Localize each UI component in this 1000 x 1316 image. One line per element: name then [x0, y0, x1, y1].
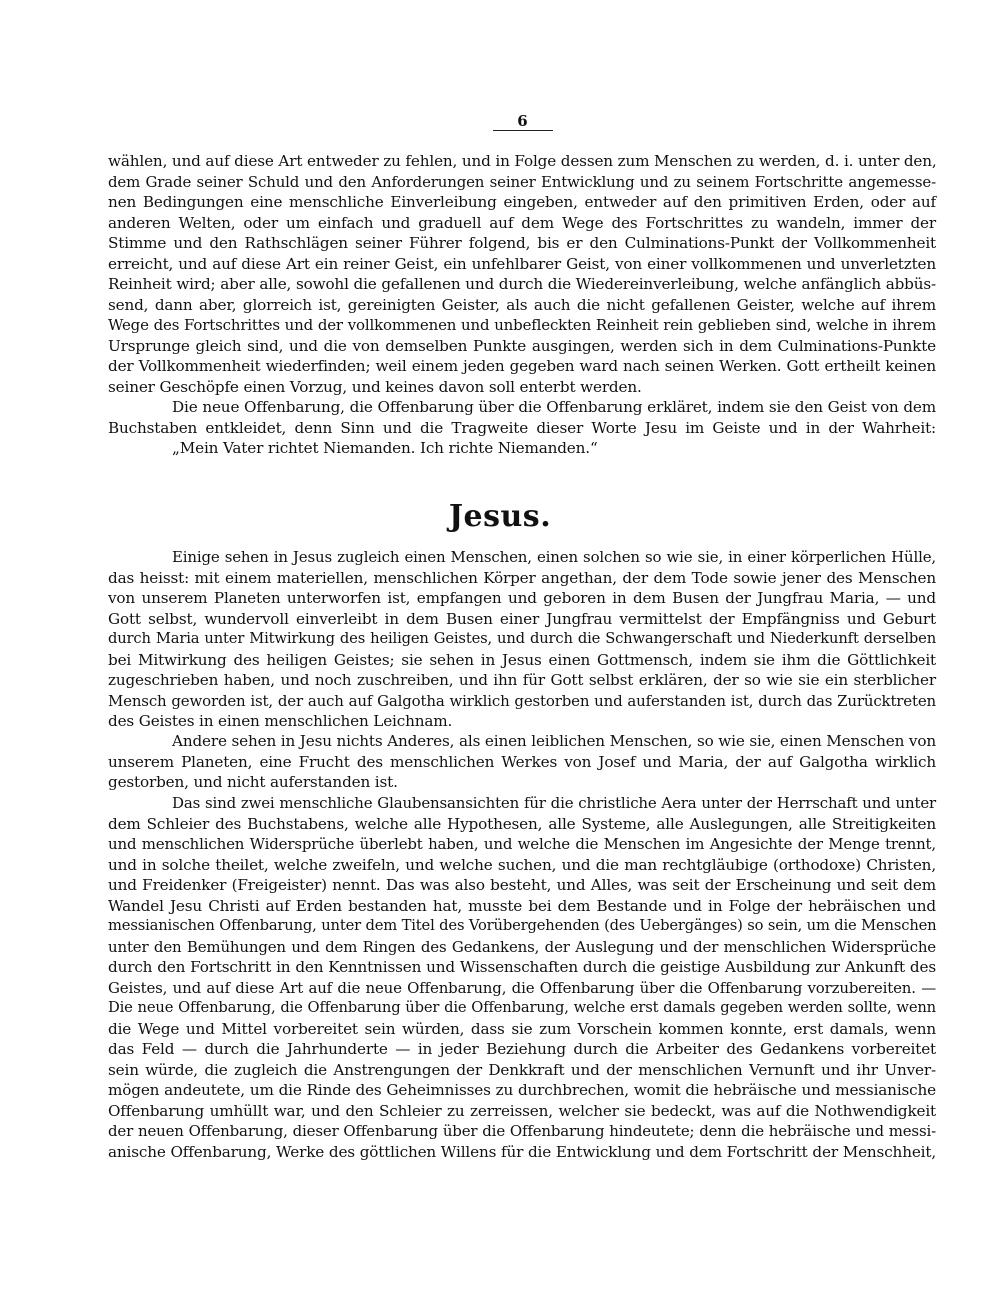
text-line: und Freidenker (Freigeister) nennt. Das was also besteht, und Alles, was seit der Erscheinung und seit dem: [108, 876, 936, 894]
text-line: Andere sehen in Jesu nichts Anderes, als einen leiblichen Menschen, so wie sie, einen Menschen von: [172, 732, 936, 750]
text-line: gestorben, und nicht auferstanden ist.: [108, 773, 398, 791]
section-heading: Jesus.: [448, 499, 552, 534]
text-line: bei Mitwirkung des heiligen Geistes; sie sehen in Jesus einen Gottmensch, indem sie ihm die Göttlichkeit: [108, 650, 936, 669]
text-line: Mensch geworden ist, der auch auf Galgotha wirklich gestorben und auferstanden ist, durch das Zurücktreten: [108, 691, 936, 710]
text-line: Das sind zwei menschliche Glaubensansichten für die christliche Aera unter der Herrschaft und unter: [172, 794, 936, 812]
paragraph-5: [108, 793, 936, 1162]
text-line: und menschlichen Widersprüche überlebt haben, und welche die Menschen im Angesichte der Menge trennt,: [108, 835, 936, 853]
text-line: sein würde, die zugleich die Anstrengungen der Denkkraft und der menschlichen Vernunft und ihr Unver-: [108, 1060, 936, 1079]
text-line: seiner Geschöpfe einen Vorzug, und keines davon soll enterbt werden.: [108, 377, 642, 396]
text-line: nen Bedingungen eine menschliche Einverleibung eingeben, entweder auf den primitiven Erden, oder auf: [108, 193, 936, 211]
text-line: Ursprunge gleich sind, und die von demselben Punkte ausgingen, werden sich in dem Culminations-Punkte: [108, 336, 936, 355]
text-line: Stimme und den Rathschlägen seiner Führer folgend, bis er den Culminations-Punkt der Vollkommenheit: [108, 234, 936, 252]
text-line: erreicht, und auf diese Art ein reiner Geist, ein unfehlbarer Geist, von einer vollkommenen und unverletzten: [108, 254, 936, 273]
text-line: messianischen Offenbarung, unter dem Titel des Vorübergehenden (des Uebergänges) so sein, um die Menschen: [108, 917, 937, 934]
text-line: Gott selbst, wundervoll einverleibt in dem Busen einer Jungfrau vermittelst der Empfängniss und Geburt: [108, 609, 936, 628]
text-line: Buchstaben entkleidet, denn Sinn und die Tragweite dieser Worte Jesu im Geiste und in der Wahrheit:: [108, 418, 936, 437]
text-line: das Feld — durch die Jahrhunderte — in jeder Beziehung durch die Arbeiter des Gedankens vorbereitet: [108, 1040, 936, 1058]
text-line: anische Offenbarung, Werke des göttlichen Willens für die Entwicklung und dem Fortschritt der Menschheit,: [108, 1142, 936, 1161]
text-line: mögen andeutete, um die Rinde des Geheimnisses zu durchbrechen, womit die hebräische und messianische: [108, 1081, 936, 1099]
text-line: durch den Fortschritt in den Kenntnissen und Wissenschaften durch die geistige Ausbildung zur Ankunft des: [108, 958, 936, 976]
paragraph-4: [108, 731, 936, 793]
text-line: durch Maria unter Mitwirkung des heiligen Geistes, und durch die Schwangerschaft und Niederkunft derselben: [108, 630, 936, 647]
text-line: zugeschrieben haben, und noch zuschreiben, und ihn für Gott selbst erklären, der so wie sie ein sterblicher: [108, 671, 936, 689]
page-header: [480, 112, 565, 131]
page-number: 6: [517, 112, 528, 130]
text-line: Wandel Jesu Christi auf Erden bestanden hat, musste bei dem Bestande und in Folge der hebräischen und: [108, 896, 936, 915]
paragraph-2: [108, 397, 936, 459]
paragraph-3: [108, 547, 936, 732]
text-line: der neuen Offenbarung, dieser Offenbarung über die Offenbarung hindeutete; denn die hebräische und messi-: [108, 1122, 936, 1140]
text-line: dem Grade seiner Schuld und den Anforderungen seiner Entwicklung und zu seinem Fortschritte angemesse-: [108, 172, 936, 191]
text-line: Offenbarung umhüllt war, und den Schleier zu zerreissen, welcher sie bedeckt, was auf die Nothwendigkeit: [108, 1101, 936, 1120]
paragraph-1: [108, 151, 936, 397]
quotation: „Mein Vater richtet Niemanden. Ich richte Niemanden.“: [172, 439, 598, 457]
text-line: Geistes, und auf diese Art auf die neue Offenbarung, die Offenbarung über die Offenbarung vorzubereiten. —: [108, 978, 936, 997]
text-line: des Geistes in einen menschlichen Leichnam.: [108, 712, 453, 730]
text-line: Wege des Fortschrittes und der vollkommenen und unbefleckten Reinheit rein geblieben sind, welche in ihrem: [108, 316, 936, 334]
text-line: der Vollkommenheit wiederfinden; weil einem jeden gegeben ward nach seinen Werken. Gott ertheilt keinen: [108, 357, 936, 375]
text-line: Die neue Offenbarung, die Offenbarung über die Offenbarung erkläret, indem sie den Geist von dem: [172, 398, 936, 416]
text-line: Reinheit wird; aber alle, sowohl die gefallenen und durch die Wiedereinverleibung, welche anfänglich abbüs-: [108, 275, 936, 293]
text-line: von unserem Planeten unterworfen ist, empfangen und geboren in dem Busen der Jungfrau Maria, — und: [108, 589, 936, 607]
text-line: das heisst: mit einem materiellen, menschlichen Körper angethan, der dem Tode sowie jener des Menschen: [108, 568, 936, 587]
text-line: unserem Planeten, eine Frucht des menschlichen Werkes von Josef und Maria, der auf Galgotha wirklich: [108, 752, 936, 771]
text-line: unter den Bemühungen und dem Ringen des Gedankens, der Auslegung und der menschlichen Widersprüche: [108, 937, 936, 956]
page-number-rule: [493, 130, 553, 131]
text-line: und in solche theilet, welche zweifeln, und welche suchen, und die man rechtgläubige (orthodoxe) Christen,: [108, 855, 936, 874]
text-line: Die neue Offenbarung, die Offenbarung über die Offenbarung, welche erst damals gegeben werden sollte, wenn: [108, 999, 936, 1016]
text-line: dem Schleier des Buchstabens, welche alle Hypothesen, alle Systeme, alle Auslegungen, alle Streitigkeiten: [108, 814, 936, 833]
text-line: wählen, und auf diese Art entweder zu fehlen, und in Folge dessen zum Menschen zu werden, d. i. unter den,: [108, 152, 937, 170]
text-line: die Wege und Mittel vorbereitet sein würden, dass sie zum Vorschein kommen konnte, erst damals, wenn: [108, 1019, 936, 1038]
text-line: anderen Welten, oder um einfach und graduell auf dem Wege des Fortschrittes zu wandeln, immer der: [108, 213, 936, 232]
text-line: Einige sehen in Jesus zugleich einen Menschen, einen solchen so wie sie, in einer körperlichen Hülle,: [172, 548, 936, 566]
text-line: send, dann aber, glorreich ist, gereinigten Geister, als auch die nicht gefallenen Geister, welche auf ihrem: [108, 295, 936, 314]
